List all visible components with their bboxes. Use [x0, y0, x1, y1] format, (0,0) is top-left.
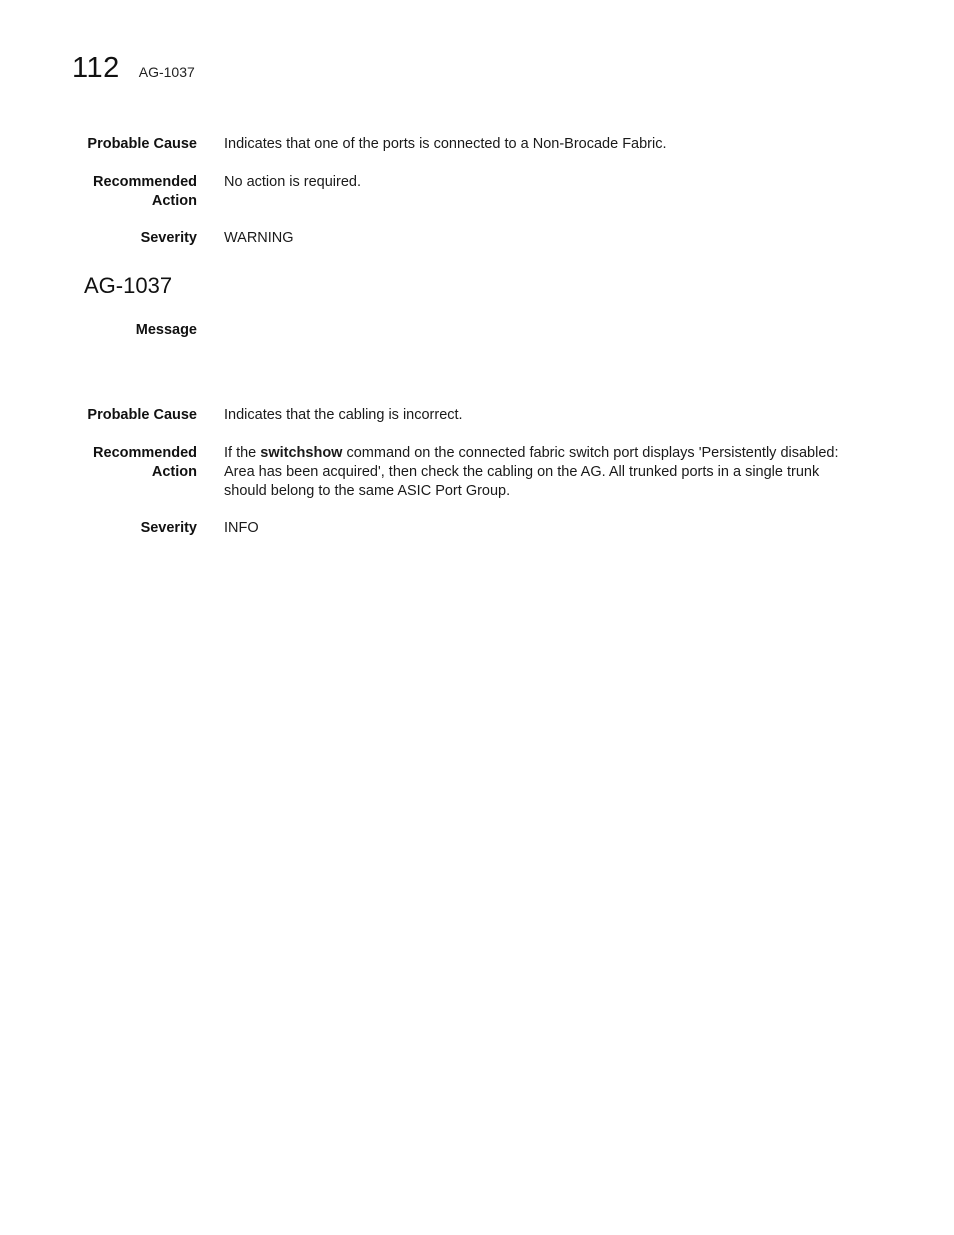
- recommended-action-row: [60, 444, 860, 501]
- severity-value: WARNING: [224, 230, 294, 246]
- section-heading: AG-1037: [84, 273, 173, 298]
- command-name: switchshow: [260, 445, 343, 461]
- message-label: Message: [135, 322, 197, 338]
- recommended-action-label-line2: Action: [151, 464, 197, 480]
- probable-cause-text: Indicates that one of the ports is connected to a Non-Brocade Fabric.: [224, 136, 667, 152]
- page-header: [72, 52, 195, 85]
- recommended-action-suffix: command on the connected fabric switch port displays 'Persistently disabled: Area has been acquired', then check the cabling on the AG. All trunked ports in a single trunk should belong to the same ASIC Port Group.: [224, 445, 839, 499]
- message-text: [224, 321, 854, 340]
- recommended-action-label: [60, 444, 197, 501]
- page-number: 112: [72, 52, 120, 84]
- severity-label: Severity: [140, 230, 197, 246]
- recommended-action-prefix: If the: [224, 445, 261, 461]
- prev-severity-row: [60, 229, 860, 248]
- recommended-action-label-line1: Recommended: [93, 174, 197, 190]
- probable-cause-row: [60, 406, 860, 425]
- recommended-action-label-line1: Recommended: [93, 445, 197, 461]
- recommended-action-label: [60, 173, 197, 211]
- probable-cause-label: Probable Cause: [87, 407, 197, 423]
- recommended-action-text: No action is required.: [224, 174, 362, 190]
- severity-row: [60, 519, 860, 538]
- message-row: [60, 321, 860, 340]
- recommended-action-label-line2: Action: [151, 193, 197, 209]
- severity-value: INFO: [224, 520, 259, 536]
- prev-recommended-action-row: [60, 173, 860, 211]
- probable-cause-label: Probable Cause: [87, 136, 197, 152]
- severity-label: Severity: [140, 520, 197, 536]
- recommended-action-text: [224, 444, 854, 501]
- prev-probable-cause-row: [60, 135, 860, 154]
- running-head: AG-1037: [138, 64, 195, 80]
- probable-cause-text: Indicates that the cabling is incorrect.: [224, 407, 463, 423]
